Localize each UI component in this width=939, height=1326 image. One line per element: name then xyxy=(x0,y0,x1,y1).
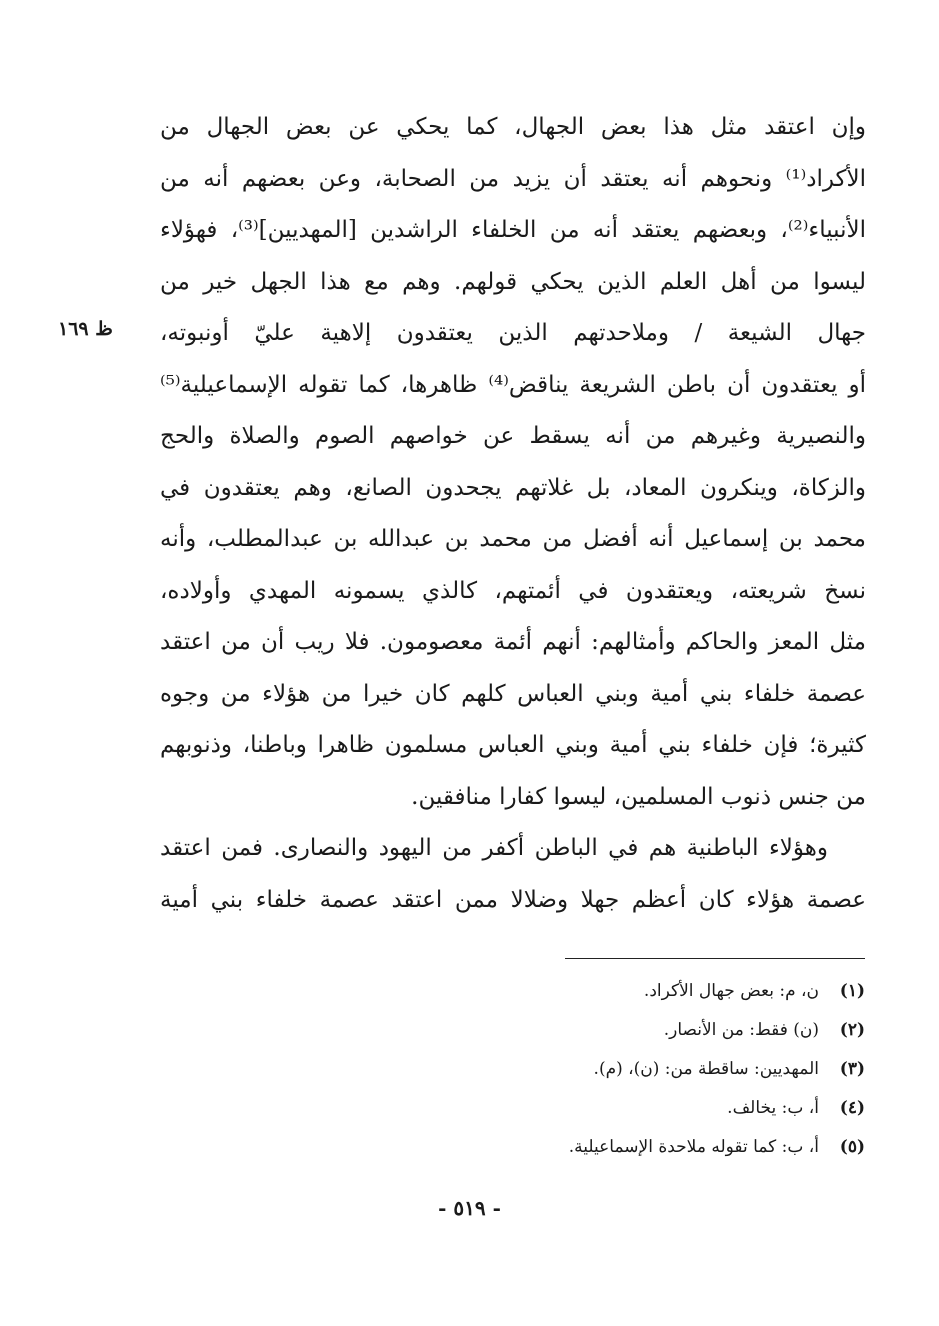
text-line: من جنس ذنوب المسلمين، ليسوا كفارا منافقين. xyxy=(411,783,866,810)
text-line: كثيرة؛ فإن خلفاء بني أمية وبني العباس مسلمون ظاهرا وباطنا، وذنوبهم xyxy=(160,732,866,758)
footnote-number: (٢) xyxy=(839,1020,865,1040)
footnote-item xyxy=(360,972,865,1011)
page-number: - ٥١٩ - xyxy=(438,1196,501,1220)
text-line: عصمة هؤلاء كان أعظم جهلا وضلالا ممن اعتقد عصمة خلفاء بني أمية xyxy=(160,886,866,913)
text-line: والنصيرية وغيرهم من أنه يسقط عن خواصهم الصوم والصلاة والحج xyxy=(160,423,866,449)
main-text xyxy=(160,102,866,926)
footnote-number: (١) xyxy=(839,981,865,1001)
footnote-text: المهديين: ساقطة من: (ن)، (م). xyxy=(593,1059,819,1079)
text-line: الأنبياء⁽²⁾، وبعضهم يعتقد أنه من الخلفاء الراشدين [المهديين]⁽³⁾، فهؤلاء xyxy=(160,217,867,243)
footnotes xyxy=(360,972,865,1167)
text-line: عصمة خلفاء بني أمية وبني العباس كلهم كان خيرا من هؤلاء من وجوه xyxy=(160,680,866,707)
manuscript-folio-note: ظ ١٦٩ xyxy=(58,318,113,340)
text-line: ليسوا من أهل العلم الذين يحكي قولهم. وهم مع هذا الجهل خير من xyxy=(160,268,866,295)
text-line: وإن اعتقد مثل هذا بعض الجهال، كما يحكي عن بعض الجهال من xyxy=(160,114,866,140)
footnote-text: أ، ب: يخالف. xyxy=(727,1098,819,1118)
text-line: محمد بن إسماعيل أنه أفضل من محمد بن عبدالله بن عبدالمطلب، وأنه xyxy=(160,526,866,552)
text-line: أو يعتقدون أن باطن الشريعة يناقض⁽⁴⁾ ظاهرها، كما تقوله الإسماعيلية⁽⁵⁾ xyxy=(160,371,866,398)
footnote-text: (ن) فقط: من الأنصار. xyxy=(663,1020,819,1040)
footnote-text: أ، ب: كما تقوله ملاحدة الإسماعيلية. xyxy=(568,1137,819,1157)
footnote-number: (٤) xyxy=(839,1098,865,1118)
text-line: الأكراد⁽¹⁾ ونحوهم أنه يعتقد أن يزيد من الصحابة، وعن بعضهم أنه من xyxy=(160,165,866,192)
text-line: مثل المعز والحاكم وأمثالهم: أنهم أئمة معصومون. فلا ريب أن من اعتقد xyxy=(160,629,866,655)
footnote-item xyxy=(360,1128,865,1167)
text-line: نسخ شريعته، ويعتقدون في أئمتهم، كالذي يسمونه المهدي وأولاده، xyxy=(160,577,866,604)
footnote-item xyxy=(360,1050,865,1089)
footnote-item xyxy=(360,1089,865,1128)
footnote-number: (٥) xyxy=(839,1137,865,1157)
footnote-divider xyxy=(565,958,865,959)
footnote-number: (٣) xyxy=(839,1059,865,1079)
text-line: جهال الشيعة / وملاحدتهم الذين يعتقدون إلاهية عليّ أونبوته، xyxy=(160,320,866,346)
text-line: والزكاة، وينكرون المعاد، بل غلاتهم يجحدون الصانع، وهم يعتقدون في xyxy=(160,474,866,501)
footnote-item xyxy=(360,1011,865,1050)
text-line: وهؤلاء الباطنية هم في الباطن أكفر من اليهود والنصارى. فمن اعتقد xyxy=(160,835,828,861)
footnote-text: ن، م: بعض جهال الأكراد. xyxy=(643,981,819,1001)
